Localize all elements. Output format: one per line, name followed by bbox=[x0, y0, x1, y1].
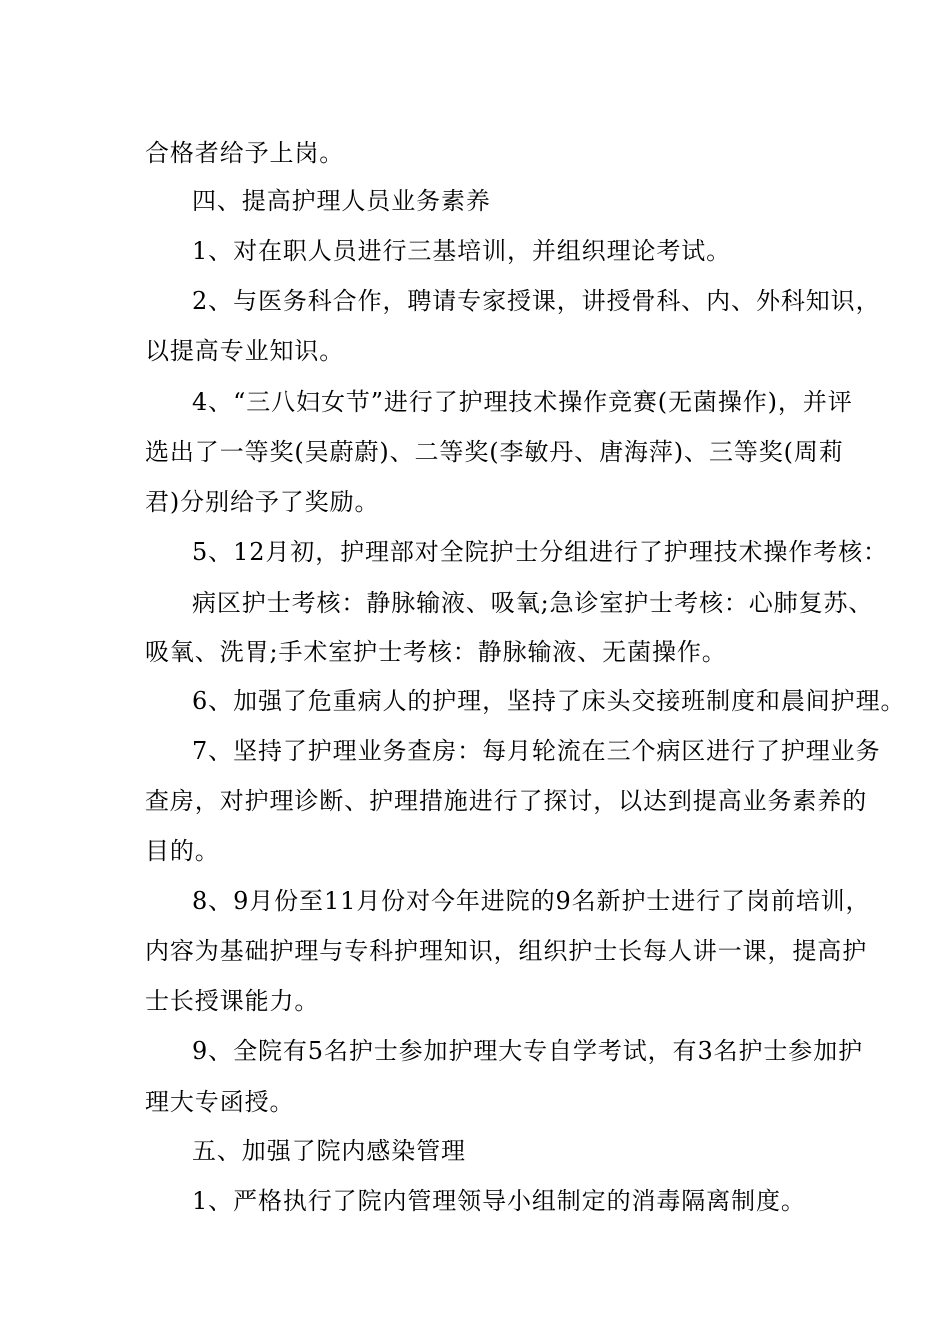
text-line: 4、“三八妇女节”进行了护理技术操作竞赛(无菌操作)，并评 bbox=[192, 388, 853, 416]
text-line: 9、全院有5名护士参加护理大专自学考试，有3名护士参加护 bbox=[192, 1037, 864, 1065]
text-line: 6、加强了危重病人的护理，坚持了床头交接班制度和晨间护理。 bbox=[192, 687, 906, 715]
section-heading: 四、提高护理人员业务素养 bbox=[192, 187, 491, 215]
text-line: 吸氧、洗胃;手术室护士考核：静脉输液、无菌操作。 bbox=[145, 638, 727, 666]
text-line: 2、与医务科合作，聘请专家授课，讲授骨科、内、外科知识， bbox=[192, 287, 881, 315]
section-heading: 五、加强了院内感染管理 bbox=[192, 1137, 466, 1165]
text-line: 1、严格执行了院内管理领导小组制定的消毒隔离制度。 bbox=[192, 1187, 806, 1215]
text-line: 8、9月份至11月份对今年进院的9名新护士进行了岗前培训， bbox=[192, 887, 871, 915]
text-line: 以提高专业知识。 bbox=[145, 337, 345, 365]
text-line: 目的。 bbox=[145, 837, 220, 865]
text-line: 查房，对护理诊断、护理措施进行了探讨，以达到提高业务素养的 bbox=[145, 787, 868, 815]
text-line: 5、12月初，护理部对全院护士分组进行了护理技术操作考核： bbox=[192, 538, 888, 566]
text-line: 选出了一等奖(吴蔚蔚)、二等奖(李敏丹、唐海萍)、三等奖(周莉 bbox=[145, 438, 844, 466]
text-line: 理大专函授。 bbox=[145, 1088, 295, 1116]
text-line: 合格者给予上岗。 bbox=[145, 139, 345, 167]
text-line: 士长授课能力。 bbox=[145, 987, 320, 1015]
text-line: 7、坚持了护理业务查房：每月轮流在三个病区进行了护理业务 bbox=[192, 737, 881, 765]
text-line: 君)分别给予了奖励。 bbox=[145, 488, 380, 516]
text-line: 1、对在职人员进行三基培训，并组织理论考试。 bbox=[192, 237, 732, 265]
text-line: 内容为基础护理与专科护理知识，组织护士长每人讲一课，提高护 bbox=[145, 937, 868, 965]
text-line: 病区护士考核：静脉输液、吸氧;急诊室护士考核：心肺复苏、 bbox=[192, 589, 874, 617]
